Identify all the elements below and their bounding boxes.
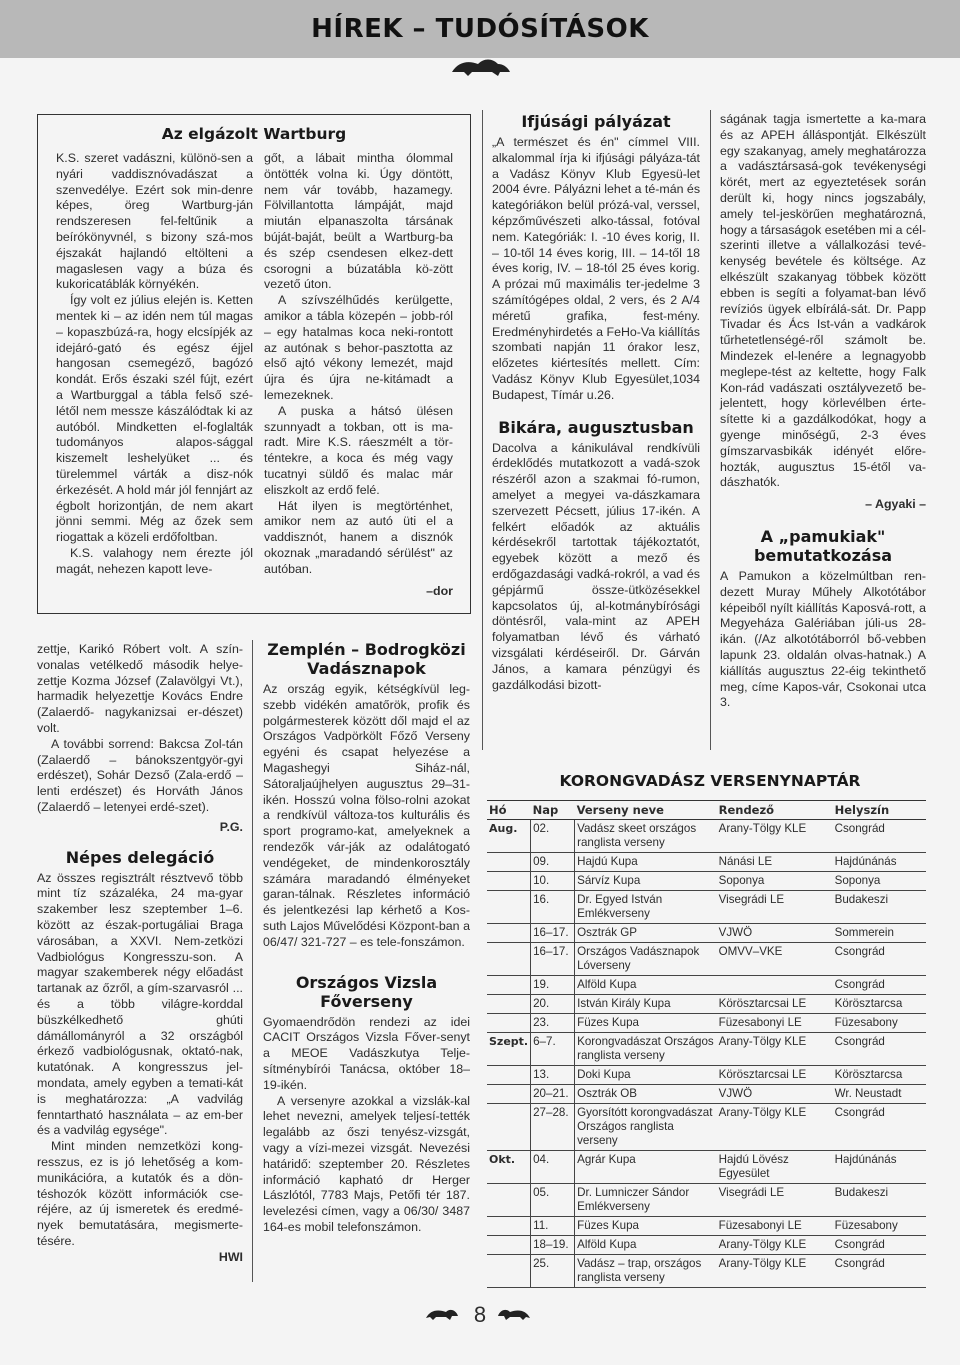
calendar-cell-day: 11. (531, 1217, 575, 1236)
wartburg-paragraph: A szívszélhűdés kerülgette, amikor a tábla közepén – jobb-ról – egy hatalmas koca neki-rontott az autónak s behor-pasztotta az első ajtó vékony lemezét, majd újra és újra ne-kitámadt a lemezeknek. (264, 293, 453, 402)
article-paragraph: A versenyre azokkal a vizslák-kal lehet nevezni, amelyek teljesí-tették legalább az őszi tenyész-vizsgát, vagy a vízi-mezei vizsgát. Nevezési határidő: szeptember 20. Részletes információ kapható dr Herger Lászlótól, 7783 Majs, Petőfi tér 187. levelezési címen, vagy a 06/30/ 3487 164-es mobil telefonszámon. (263, 1093, 470, 1234)
calendar-cell-month (487, 943, 531, 976)
heading-pamukiak: A „pamukiak" bemutatkozása (753, 526, 893, 565)
heading-vizsla: Országos Vizsla Főverseny (295, 972, 438, 1011)
calendar-cell-month: Aug. (487, 820, 531, 853)
calendar-cell-month (487, 872, 531, 891)
calendar-cell-venue: Sommerein (833, 924, 926, 943)
calendar-cell-venue: Hajdúnánás (833, 853, 926, 872)
calendar-row (487, 1014, 926, 1033)
calendar-header-cell: Nap (531, 801, 575, 820)
calendar-cell-month (487, 995, 531, 1014)
calendar-header-cell: Rendező (717, 801, 833, 820)
calendar-row (487, 1085, 926, 1104)
calendar-cell-event: Vadász skeet országos ranglista verseny (575, 820, 717, 853)
calendar-cell-event: Dr. Lumniczer Sándor Emlékverseny (575, 1184, 717, 1217)
calendar-row (487, 820, 926, 853)
calendar-cell-organizer: Arany-Tölgy KLE (717, 1236, 833, 1255)
calendar-row (487, 853, 926, 872)
calendar-cell-venue: Csongrád (833, 976, 926, 995)
calendar-header-row (487, 801, 926, 820)
wartburg-paragraph: K.S. szeret vadászni, különö-sen a nyári vaddisznóvadászat a szenvedélye. Ezért sok min-denre képes, öreg Wartburg-ján rendszeresen fel-feltűnik a beírókönyvnél, s bizony szá-mos éjszakát hajlandó eltölteni a magaslesen vagy a búza és kukoricatáblák környékén. (56, 151, 253, 292)
calendar-cell-venue: Hajdúnánás (833, 1151, 926, 1184)
calendar-cell-event: István Király Kupa (575, 995, 717, 1014)
calendar-cell-event: Korongvadászat Országos ranglista verseny (575, 1033, 717, 1066)
calendar-cell-month (487, 1184, 531, 1217)
calendar-cell-day: 20. (531, 995, 575, 1014)
wartburg-col-left (56, 151, 253, 578)
calendar-cell-venue: Budakeszi (833, 1184, 926, 1217)
article-paragraph: A további sorrend: Bakcsa Zol-tán (Zalaerdő – bánokszentgyör-gyi erdészet), Sohár Dezső (Zala-erdő – lenti erdészet) és Horváth János (Zalaerdő – letenyei erdé-szet). (37, 736, 243, 814)
calendar-cell-organizer: Arany-Tölgy KLE (717, 1104, 833, 1151)
calendar-cell-event: Vadász – trap, országos ranglista verseny (575, 1255, 717, 1288)
calendar-cell-organizer: VJWÖ (717, 924, 833, 943)
column-3 (492, 112, 700, 693)
calendar-row (487, 1255, 926, 1288)
calendar-cell-event: Alföld Kupa (575, 976, 717, 995)
calendar-cell-event: Alföld Kupa (575, 1236, 717, 1255)
calendar-cell-month (487, 1085, 531, 1104)
calendar-header-cell: Helyszín (833, 801, 926, 820)
heading-nepes-delegacio: Népes delegáció (65, 847, 215, 867)
calendar-cell-day: 23. (531, 1014, 575, 1033)
boar-ornament-icon (448, 56, 512, 78)
calendar-header-cell: Hó (487, 801, 531, 820)
calendar-cell-day: 04. (531, 1151, 575, 1184)
article-paragraph: Az ország egyik, kétségkívül leg-szebb vidékén amatőrök, profik és polgármesterek között dől majd el az Országos Vadpörkölt Főző Verseny egyéni és csapat helyezése a Magashegyi Siház-nál, Sátoraljaújhelyen augusztus 29–31-ikén. Hosszú volna fölso-rolni azokat a rendkívül változa-tos kulturális és sport programo-kat, amelyeknek a rendezők vár-ják az odalátogató vendégeket, de mindenkorosztály számára maradandó élményeket garan-tálnak. Részletes információ és jelentkezési lap kérhető a Kos-suth Lajos Művelődési Központ-ban a 06/47/ 321-727 – es tele-fonszámon. (263, 682, 470, 949)
calendar-cell-venue: Budakeszi (833, 891, 926, 924)
calendar-cell-event: Sárvíz Kupa (575, 872, 717, 891)
calendar-cell-day: 13. (531, 1066, 575, 1085)
calendar-cell-day: 09. (531, 853, 575, 872)
calendar-cell-day: 6–7. (531, 1033, 575, 1066)
signature-agyaki: – Agyaki – (865, 497, 926, 512)
calendar-row (487, 924, 926, 943)
calendar-cell-venue: Csongrád (833, 1236, 926, 1255)
calendar-cell-month (487, 1066, 531, 1085)
calendar-cell-day: 16. (531, 891, 575, 924)
calendar-body (487, 820, 926, 1288)
calendar-cell-day: 27–28. (531, 1104, 575, 1151)
calendar-cell-venue: Csongrád (833, 1033, 926, 1066)
heading-zemplen: Zemplén – Bodrogközi Vadásznapok (267, 640, 466, 678)
calendar-title: KORONGVADÁSZ VERSENYNAPTÁR (559, 772, 861, 790)
calendar-cell-venue: Füzesabony (833, 1014, 926, 1033)
section-title: HÍREK – TUDÓSÍTÁSOK (311, 14, 649, 44)
wartburg-paragraph: gőt, a lábait mintha ólommal öntötték volna ki. Úgy döntött, nem vár tovább, hazamegy. Fölvillantotta lámpáját, majd miután elpanaszolta társának búját-baját, beült a Wartburg-ba és szép csendesen elkez-dett csorogni a búzatábla kö-zött vezető úton. (264, 151, 453, 292)
calendar-cell-day: 18–19. (531, 1236, 575, 1255)
calendar-row (487, 1184, 926, 1217)
calendar-cell-venue: Csongrád (833, 943, 926, 976)
wartburg-paragraph: K.S. valahogy nem érezte jól magát, nehezen kapott leve- (56, 545, 253, 576)
calendar-cell-day: 16–17. (531, 924, 575, 943)
calendar-cell-organizer: Nánási LE (717, 853, 833, 872)
calendar-cell-organizer: Hajdú Lövész Egyesület (717, 1151, 833, 1184)
boar-ornament-right-icon (496, 1306, 532, 1322)
calendar-cell-organizer: OMVV–VKE (717, 943, 833, 976)
calendar-cell-event: Országos Vadásznapok Lóverseny (575, 943, 717, 976)
calendar-cell-month (487, 1255, 531, 1288)
article-paragraph: A Pamukon a közelmúltban ren-dezett Muray Műhely Alkotótábor képeiből nyílt kiállítás Kaposvá-rott, a Megyeháza Galériában júli-us 28-ikán. (/Az alkotótáborról bő-vebben lapunk 23. oldalán olvas-hatnak.) A kiállítás augusztus 22-éig tekinthető meg, címe Kapos-vár, Csokonai utca 3. (720, 568, 926, 710)
wartburg-title: Az elgázolt Wartburg (161, 125, 347, 143)
calendar-cell-event: Hajdú Kupa (575, 853, 717, 872)
calendar-cell-day: 10. (531, 872, 575, 891)
calendar-cell-organizer: Körösztarcsai LE (717, 1066, 833, 1085)
calendar-cell-venue: Wr. Neustadt (833, 1085, 926, 1104)
calendar-cell-event: Gyorsítótt korongvadászat Országos ranglista verseny (575, 1104, 717, 1151)
article-paragraph: Mint minden nemzetközi kong-resszus, ez is jó lehetőség a kom-munikációra, a kutatók és a dön-téshozók között információk cse-réjére, az új ismeretek és eredmé-nyek bemutatására, megismerte-tésére. (37, 1139, 243, 1248)
calendar-cell-venue: Csongrád (833, 820, 926, 853)
competition-calendar-table (487, 800, 926, 1288)
calendar-cell-organizer: Arany-Tölgy KLE (717, 1033, 833, 1066)
section-header-band (0, 0, 960, 58)
calendar-cell-organizer: Füzesabonyi LE (717, 1217, 833, 1236)
column-divider (252, 640, 253, 1282)
calendar-header-cell: Verseny neve (575, 801, 717, 820)
calendar-cell-month (487, 1217, 531, 1236)
calendar-cell-month (487, 924, 531, 943)
calendar-cell-month (487, 976, 531, 995)
calendar-cell-venue: Körösztarcsa (833, 1066, 926, 1085)
calendar-cell-month (487, 1104, 531, 1151)
calendar-cell-event: Agrár Kupa (575, 1151, 717, 1184)
calendar-cell-venue: Csongrád (833, 1104, 926, 1151)
calendar-cell-organizer: Arany-Tölgy KLE (717, 1255, 833, 1288)
calendar-cell-month: Szept. (487, 1033, 531, 1066)
signature-hwi: HWI (218, 1249, 243, 1264)
calendar-cell-day: 16–17. (531, 943, 575, 976)
calendar-row (487, 1066, 926, 1085)
article-paragraph: „A természet és én" címmel VIII. alkalommal írja ki ifjúsági pályáza-tát a Vadász Könyv Klub Egyesü-let 2004 évre. Pályázni lehet a té-mán és kategóriákon belül prózá-val, verssel, képzőművészeti alko-tással, fotóval nem. Kategóriák: I. -10 éves korig, II. – 10-től 14 éves korig, III. – 14-től 18 éves korig, IV. – 18-tól 25 éves korig. A prózai mű maximális ter-jedelme 3 számítógépes oldal, 2 vers, és 2 A/4 méretű grafika, fest-mény. Eredményhirdetés a FeHo-Va kiállítás szombati napján 11 órakor lesz, előzetes kiértesítés mellett. Cím: Vadász Könyv Klub Egyesület,1034 Budapest, Tímár u.26. (492, 135, 701, 402)
calendar-cell-day: 25. (531, 1255, 575, 1288)
calendar-cell-month (487, 853, 531, 872)
calendar-row (487, 1033, 926, 1066)
signature-pg: P.G. (219, 819, 243, 834)
article-paragraph: Az összes regisztrált résztvevő több mint tíz százaléka, 24 ma-gyar szakember lesz szeptember 1–6. között az észak-portugáliai Braga városában, a XXVI. Nem-zetközi Vadbiológus Kongresszu-son. A magyar szakemberek négy előadást tartanak az őzről, a gím-szarvasról ... és a több világre-korddal büszkélkedhető ghúti dámállományról a 32 országból érkező vadbiológusnak, oktató-nak, kutatónak. A kongresszus jel-mondata, amely egyben a temati-kát is meghatározza: „A vadvilág fenntartható használata – az em-ber és a vadvilág egysége". (37, 870, 243, 1138)
calendar-row (487, 1151, 926, 1184)
calendar-cell-month (487, 1236, 531, 1255)
calendar-cell-organizer (717, 976, 833, 995)
calendar-cell-venue: Csongrád (833, 1255, 926, 1288)
calendar-cell-day: 02. (531, 820, 575, 853)
calendar-cell-organizer: Visegrádi LE (717, 1184, 833, 1217)
calendar-cell-day: 19. (531, 976, 575, 995)
column-divider (710, 110, 711, 750)
calendar-cell-organizer: Körösztarcsai LE (717, 995, 833, 1014)
calendar-cell-day: 20–21. (531, 1085, 575, 1104)
calendar-cell-organizer: Visegrádi LE (717, 891, 833, 924)
column-4 (720, 112, 926, 711)
wartburg-paragraph: Így volt ez július elején is. Ketten mentek ki – az idén nem túl magas – kopaszbúzá-ra, hogy elcsípjék az idejáró-gató és egész éjjel hangosan csemegéző, bagózó kondát. Erős északi szél fújt, ezért a Wartburggal a tábla felső szé-létől nem messze kászálódtak ki az autóból. Mindketten el-foglalták tudományos alapos-sággal kiszemelt leshelyüket ... és türelemmel várták a disz-nók érkezését. A hold már jól fennjárt az égbolt horizontján, de nem akart jönni semmi. Még az őzek sem riogattak a közeli erdőfoltban. (56, 293, 253, 545)
calendar-cell-venue: Soponya (833, 872, 926, 891)
calendar-cell-event: Füzes Kupa (575, 1014, 717, 1033)
calendar-cell-day: 05. (531, 1184, 575, 1217)
calendar-cell-organizer: Soponya (717, 872, 833, 891)
calendar-cell-organizer: VJWÖ (717, 1085, 833, 1104)
calendar-cell-organizer: Füzesabonyi LE (717, 1014, 833, 1033)
calendar-row (487, 872, 926, 891)
article-paragraph: ságának tagja ismertette a ka-mara és az APEH álláspontját. Elkészült egy szakanyag, amely meghatározza a vadásztársasá-gok tevékenységi körét, mert az egyeztetések során derült ki, hogy nincs jogszabály, amely tel-jeskörűen meghatározná, hogy a társaságok esetében mi a cél-szerinti illetve a vállalkozási tevé-kenység bevétele és költsége. Az elkészült szakanyag többek között ebben is segíti a folyamat-ban lévő revíziós ügyek elbírálá-sát. Dr. Papp Tivadar és Ács Ist-ván a vadkárok tűrhetetlenségé-ről számolt be. Mindezek el-lenére a legnagyobb meglepe-tést az keltette, hogy Falk Kon-rád vadászati osztályvezető be-jelentett, hogy körlevélben érte-sítette ki a gazdálkodókat, hogy a gyenge minőségű, 2-3 éves gímszarvasbikák idényét előre-hozták, augusztus 15-étől va-dászhatók. (720, 112, 926, 490)
column-2 (263, 640, 470, 1236)
wartburg-col-right (264, 151, 453, 599)
calendar-cell-event: Osztrák OB (575, 1085, 717, 1104)
article-paragraph: Dacolva a kánikulával rendkívüli érdeklődés mutatkozott a vadá-szok részéről azon a szakmai fó-rumon, amelyet a megyei va-dászkamara szervezett Pécsett, július 17-ikén. A felkért előadók az aktuális kérdésekről tartottak tájékoztatót, egyebek között a mező és erdőgazdasági vadká-rokról, a vad és gépjármű össze-ütközésekkel kapcsolatos új, al-kotmánybírósági döntésről, vala-mint az APEH folyamatban lévő és várható vizsgálati kérdéseiről. Dr. Gárván János, a kamara pénzügyi és gazdálkodási bizott- (492, 440, 700, 692)
wartburg-signature: –dor (426, 583, 453, 598)
calendar-row (487, 943, 926, 976)
heading-bikara: Bikára, augusztusban (498, 417, 694, 437)
article-paragraph: zettje, Karikó Róbert volt. A szín-vonalas vetélkedő második helye-zettje Kozma József (Zalavölgyi Vt.), harmadik helyezettje Kovács Endre (Zalaerdő- nagykanizsai er-dészet) volt. (37, 642, 243, 735)
calendar-row (487, 891, 926, 924)
calendar-row (487, 1217, 926, 1236)
calendar-row (487, 1236, 926, 1255)
calendar-cell-event: Doki Kupa (575, 1066, 717, 1085)
calendar-cell-month: Okt. (487, 1151, 531, 1184)
article-paragraph: Gyomaendrődön rendezi az idei CACIT Országos Vizsla Főver-senyt a MEOE Vadászkutya Telje-sítménybírói Tanácsa, október 18–19-ikén. (263, 1014, 470, 1092)
wartburg-paragraph: Hát ilyen is megtörténhet, amikor nem az autó üti el a vaddisznót, hanem a disznók okoznak „maradandó sérülést" az autóban. (264, 498, 453, 576)
calendar-row (487, 995, 926, 1014)
column-1 (37, 642, 243, 1265)
calendar-row (487, 976, 926, 995)
calendar-row (487, 1104, 926, 1151)
calendar-cell-venue: Körösztarcsa (833, 995, 926, 1014)
calendar-cell-organizer: Arany-Tölgy KLE (717, 820, 833, 853)
calendar-cell-event: Osztrák GP (575, 924, 717, 943)
heading-ifjusagi: Ifjúsági pályázat (521, 112, 671, 131)
calendar-cell-month (487, 1014, 531, 1033)
calendar-cell-event: Dr. Egyed István Emlékverseny (575, 891, 717, 924)
calendar-cell-month (487, 891, 531, 924)
column-divider (482, 110, 483, 750)
wartburg-paragraph: A puska a hátsó ülésen szunnyadt a tokban, ott is ma-radt. Mire K.S. ráeszmélt a tör-téntekre, a koca és még vagy tucatnyi süldő és malac már eliszkolt az erdő felé. (264, 403, 453, 497)
calendar-cell-event: Füzes Kupa (575, 1217, 717, 1236)
calendar-cell-venue: Füzesabony (833, 1217, 926, 1236)
page-number: 8 (473, 1302, 487, 1327)
wartburg-article-box (37, 114, 471, 614)
